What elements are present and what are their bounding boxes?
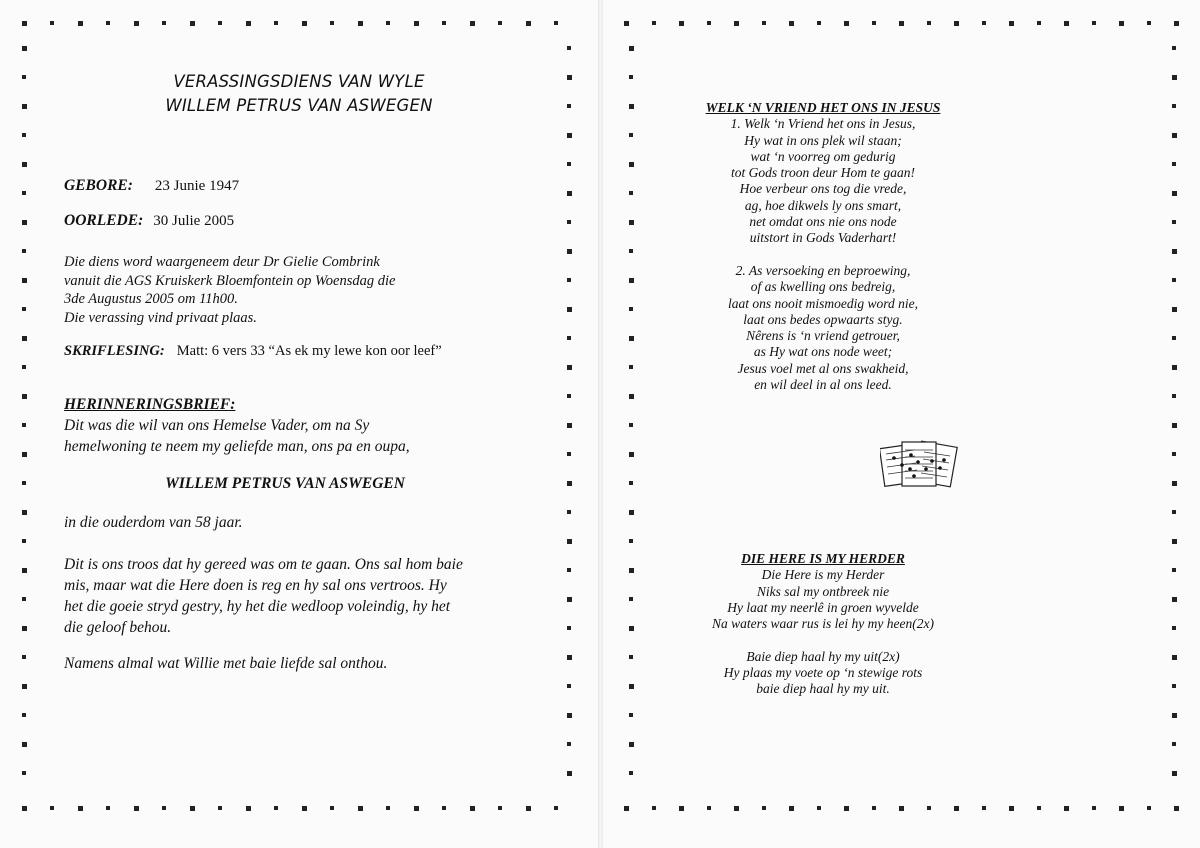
border-dot bbox=[1172, 46, 1176, 50]
border-dot bbox=[218, 21, 222, 25]
border-dot bbox=[734, 806, 739, 811]
border-dot bbox=[1172, 307, 1177, 312]
border-dot bbox=[22, 365, 26, 369]
border-dot bbox=[1172, 365, 1177, 370]
border-dot bbox=[1172, 133, 1177, 138]
border-dot bbox=[679, 806, 684, 811]
hymn-line: Nêrens is ‘n vriend getrouer, bbox=[746, 328, 900, 344]
border-dot bbox=[1172, 162, 1176, 166]
border-dot bbox=[567, 307, 572, 312]
border-dot bbox=[567, 220, 571, 224]
border-dot bbox=[498, 806, 502, 810]
border-dot bbox=[1147, 21, 1151, 25]
border-dot bbox=[22, 162, 27, 167]
title-line-1: VERASSINGSDIENS VAN WYLE bbox=[173, 72, 425, 91]
comfort-line: die geloof behou. bbox=[64, 619, 172, 636]
border-dot bbox=[567, 249, 572, 254]
border-dot bbox=[22, 626, 27, 631]
border-dot bbox=[22, 133, 26, 137]
hymn2-title: DIE HERE IS MY HERDER bbox=[741, 551, 905, 566]
border-dot bbox=[1172, 597, 1177, 602]
hymn-line: Baie diep haal hy my uit(2x) bbox=[746, 648, 900, 664]
border-dot bbox=[22, 249, 26, 253]
border-dot bbox=[134, 806, 139, 811]
border-dot bbox=[1172, 220, 1176, 224]
service-line: Die diens word waargeneem deur Dr Gielie Combrink bbox=[64, 254, 380, 270]
border-dot bbox=[679, 21, 684, 26]
border-dot bbox=[1147, 806, 1151, 810]
border-dot bbox=[162, 806, 166, 810]
border-dot bbox=[106, 806, 110, 810]
border-dot bbox=[554, 806, 558, 810]
border-dot bbox=[162, 21, 166, 25]
border-dot bbox=[1064, 806, 1069, 811]
border-dot bbox=[498, 21, 502, 25]
border-dot bbox=[414, 806, 419, 811]
hymn-line: baie diep haal hy my uit. bbox=[756, 681, 890, 697]
border-dot bbox=[1172, 104, 1176, 108]
border-dot bbox=[22, 423, 26, 427]
border-dot bbox=[1037, 806, 1041, 810]
border-dot bbox=[50, 21, 54, 25]
border-dot bbox=[1172, 539, 1177, 544]
border-dot bbox=[302, 21, 307, 26]
border-dot bbox=[190, 806, 195, 811]
border-dot bbox=[22, 568, 27, 573]
hymn-line bbox=[603, 632, 1043, 648]
border-dot bbox=[22, 771, 26, 775]
border-dot bbox=[567, 510, 571, 514]
border-dot bbox=[707, 806, 711, 810]
reading-label: SKRIFLESING: bbox=[64, 343, 165, 359]
border-dot bbox=[567, 713, 572, 718]
border-dot bbox=[1119, 806, 1124, 811]
border-dot bbox=[526, 806, 531, 811]
border-dot bbox=[982, 806, 986, 810]
border-dot bbox=[22, 597, 26, 601]
border-dot bbox=[629, 452, 634, 457]
deceased-name: WILLEM PETRUS VAN ASWEGEN bbox=[165, 475, 405, 492]
border-dot bbox=[844, 21, 849, 26]
comfort-text bbox=[64, 554, 463, 638]
border-dot bbox=[358, 21, 363, 26]
age-line: in die ouderdom van 58 jaar. bbox=[64, 514, 243, 531]
border-dot bbox=[246, 806, 251, 811]
border-dot bbox=[1172, 423, 1177, 428]
border-dot bbox=[982, 21, 986, 25]
border-dot bbox=[629, 771, 633, 775]
border-dot bbox=[567, 684, 571, 688]
service-line: vanuit die AGS Kruiskerk Bloemfontein op Woensdag die bbox=[64, 272, 396, 289]
border-dot bbox=[567, 626, 571, 630]
border-dot bbox=[22, 742, 27, 747]
border-dot bbox=[1172, 249, 1177, 254]
letter-heading: HERINNERINGSBRIEF: bbox=[64, 396, 236, 413]
hymn-line: as Hy wat ons node weet; bbox=[753, 344, 893, 360]
border-dot bbox=[954, 21, 959, 26]
hymn-line: 2. As versoeking en beproewing, bbox=[735, 262, 911, 278]
border-dot bbox=[22, 46, 27, 51]
border-dot bbox=[134, 21, 139, 26]
border-dot bbox=[106, 21, 110, 25]
border-dot bbox=[22, 307, 26, 311]
border-dot bbox=[762, 21, 766, 25]
border-dot bbox=[567, 394, 571, 398]
border-dot bbox=[567, 162, 571, 166]
border-dot bbox=[358, 806, 363, 811]
border-dot bbox=[1172, 336, 1176, 340]
comfort-line: mis, maar wat die Here doen is reg en hy sal ons vertroos. Hy bbox=[64, 577, 447, 594]
border-dot bbox=[734, 21, 739, 26]
border-dot bbox=[22, 220, 27, 225]
border-dot bbox=[1172, 510, 1176, 514]
hymn-line: 1. Welk ‘n Vriend het ons in Jesus, bbox=[730, 116, 916, 132]
closing-line: Namens almal wat Willie met baie liefde sal onthou. bbox=[64, 655, 388, 672]
border-dot bbox=[1172, 655, 1177, 660]
border-dot bbox=[872, 21, 876, 25]
hymn-line: Die Here is my Herder bbox=[761, 567, 885, 583]
border-dot bbox=[1172, 394, 1176, 398]
border-dot bbox=[899, 21, 904, 26]
border-dot bbox=[1064, 21, 1069, 26]
border-dot bbox=[22, 452, 27, 457]
hymn-line: Hy laat my neerlê in groen wyvelde bbox=[727, 599, 919, 615]
died-label: OORLEDE: bbox=[64, 212, 144, 229]
border-dot bbox=[330, 806, 334, 810]
border-dot bbox=[567, 742, 571, 746]
border-dot bbox=[22, 539, 26, 543]
border-dot bbox=[872, 806, 876, 810]
border-dot bbox=[526, 21, 531, 26]
border-dot bbox=[1092, 21, 1096, 25]
border-dot bbox=[1009, 806, 1014, 811]
border-dot bbox=[22, 655, 26, 659]
hymn-line: en wil deel in al ons leed. bbox=[754, 377, 892, 393]
border-dot bbox=[22, 394, 27, 399]
border-dot bbox=[1119, 21, 1124, 26]
border-dot bbox=[567, 568, 571, 572]
border-dot bbox=[386, 806, 390, 810]
border-dot bbox=[899, 806, 904, 811]
border-dot bbox=[22, 21, 27, 26]
border-dot bbox=[629, 46, 634, 51]
border-dot bbox=[567, 336, 571, 340]
border-dot bbox=[414, 21, 419, 26]
title-line-2: WILLEM PETRUS VAN ASWEGEN bbox=[165, 96, 433, 115]
border-dot bbox=[1172, 452, 1176, 456]
born-value: 23 Junie 1947 bbox=[154, 178, 240, 194]
border-dot bbox=[927, 21, 931, 25]
hymn-line: Niks sal my ontbreek nie bbox=[756, 583, 890, 599]
border-dot bbox=[1172, 75, 1177, 80]
service-line: Die verassing vind privaat plaas. bbox=[64, 309, 257, 326]
reading-row bbox=[64, 342, 442, 360]
border-dot bbox=[652, 21, 656, 25]
border-dot bbox=[927, 806, 931, 810]
border-dot bbox=[1172, 626, 1176, 630]
border-dot bbox=[567, 133, 572, 138]
border-dot bbox=[629, 713, 633, 717]
born-row bbox=[64, 177, 239, 195]
border-dot bbox=[22, 713, 26, 717]
border-dot bbox=[817, 21, 821, 25]
border-dot bbox=[1172, 771, 1177, 776]
border-dot bbox=[274, 806, 278, 810]
border-dot bbox=[1172, 684, 1176, 688]
sheet-music-icon bbox=[880, 440, 962, 492]
border-dot bbox=[629, 423, 633, 427]
border-dot bbox=[624, 21, 629, 26]
border-dot bbox=[789, 806, 794, 811]
hymn-line: uitstort in Gods Vaderhart! bbox=[749, 230, 897, 246]
border-dot bbox=[567, 597, 572, 602]
border-dot bbox=[707, 21, 711, 25]
hymn1-lines bbox=[603, 116, 1043, 393]
hymn-line: Hy wat in ons plek wil staan; bbox=[744, 132, 902, 148]
border-dot bbox=[22, 191, 26, 195]
border-dot bbox=[50, 806, 54, 810]
border-dot bbox=[22, 336, 27, 341]
border-dot bbox=[629, 539, 633, 543]
border-dot bbox=[567, 365, 572, 370]
hymn-line: tot Gods troon deur Hom te gaan! bbox=[731, 165, 915, 181]
border-dot bbox=[762, 806, 766, 810]
border-dot bbox=[1009, 21, 1014, 26]
border-dot bbox=[22, 806, 27, 811]
hymn-line: ag, hoe dikwels ly ons smart, bbox=[744, 197, 902, 213]
reading-value: Matt: 6 vers 33 “As ek my lewe kon oor leef” bbox=[176, 343, 442, 359]
border-dot bbox=[470, 21, 475, 26]
border-dot bbox=[218, 806, 222, 810]
border-dot bbox=[1172, 742, 1176, 746]
border-dot bbox=[554, 21, 558, 25]
border-dot bbox=[567, 539, 572, 544]
border-dot bbox=[1037, 21, 1041, 25]
border-dot bbox=[190, 21, 195, 26]
died-value: 30 Julie 2005 bbox=[153, 213, 235, 229]
border-dot bbox=[1092, 806, 1096, 810]
border-dot bbox=[78, 21, 83, 26]
hymn2-lines bbox=[603, 567, 1043, 697]
border-dot bbox=[302, 806, 307, 811]
service-info bbox=[64, 253, 395, 327]
hymn-line bbox=[603, 247, 1043, 263]
border-dot bbox=[567, 452, 571, 456]
hymn-line: laat ons bedes opwaarts styg. bbox=[743, 311, 903, 327]
border-dot bbox=[1174, 806, 1179, 811]
border-dot bbox=[567, 278, 571, 282]
hymn2 bbox=[603, 551, 1043, 698]
border-dot bbox=[567, 423, 572, 428]
border-dot bbox=[1172, 191, 1177, 196]
border-dot bbox=[567, 191, 572, 196]
letter-line: Dit was die wil van ons Hemelse Vader, om na Sy bbox=[64, 417, 370, 434]
comfort-line: Dit is ons troos dat hy gereed was om te gaan. Ons sal hom baie bbox=[64, 556, 463, 573]
border-dot bbox=[22, 510, 27, 515]
border-dot bbox=[652, 806, 656, 810]
border-dot bbox=[629, 742, 634, 747]
hymn-line: Jesus voel met al ons swakheid, bbox=[737, 360, 909, 376]
hymn-line: wat ‘n voorreg om gedurig bbox=[750, 148, 896, 164]
hymn1 bbox=[603, 100, 1043, 393]
border-dot bbox=[567, 46, 571, 50]
border-dot bbox=[442, 21, 446, 25]
border-dot bbox=[1172, 568, 1176, 572]
hymn-line: Hoe verbeur ons tog die vrede, bbox=[739, 181, 907, 197]
border-dot bbox=[567, 655, 572, 660]
border-dot bbox=[78, 806, 83, 811]
border-dot bbox=[330, 21, 334, 25]
border-dot bbox=[274, 21, 278, 25]
border-dot bbox=[1172, 278, 1176, 282]
hymn-line: laat ons nooit mismoedig word nie, bbox=[727, 295, 918, 311]
border-dot bbox=[789, 21, 794, 26]
hymn1-title: WELK ‘N VRIEND HET ONS IN JESUS bbox=[705, 100, 941, 115]
border-dot bbox=[386, 21, 390, 25]
letter-line: hemelwoning te neem my geliefde man, ons pa en oupa, bbox=[64, 438, 410, 455]
died-row bbox=[64, 212, 234, 230]
border-dot bbox=[1172, 481, 1177, 486]
border-dot bbox=[22, 684, 27, 689]
border-dot bbox=[629, 75, 633, 79]
border-dot bbox=[817, 806, 821, 810]
border-dot bbox=[442, 806, 446, 810]
hymn-line: Na waters waar rus is lei hy my heen(2x) bbox=[712, 616, 934, 632]
hymn-line: net omdat ons nie ons node bbox=[749, 214, 897, 230]
border-dot bbox=[1172, 713, 1177, 718]
border-dot bbox=[624, 806, 629, 811]
border-dot bbox=[246, 21, 251, 26]
border-dot bbox=[629, 394, 634, 399]
hymn-line: Hy plaas my voete op ‘n stewige rots bbox=[723, 665, 923, 681]
hymn-line: of as kwelling ons bedreig, bbox=[750, 279, 896, 295]
border-dot bbox=[567, 771, 572, 776]
comfort-line: het die goeie stryd gestry, hy het die wedloop voleindig, hy het bbox=[64, 598, 451, 615]
service-line: 3de Augustus 2005 om 11h00. bbox=[64, 291, 238, 307]
border-dot bbox=[1174, 21, 1179, 26]
born-label: GEBORE: bbox=[64, 177, 133, 194]
border-dot bbox=[844, 806, 849, 811]
border-dot bbox=[22, 278, 27, 283]
letter-intro bbox=[64, 415, 410, 457]
border-dot bbox=[470, 806, 475, 811]
border-dot bbox=[629, 481, 633, 485]
border-dot bbox=[954, 806, 959, 811]
border-dot bbox=[629, 510, 634, 515]
